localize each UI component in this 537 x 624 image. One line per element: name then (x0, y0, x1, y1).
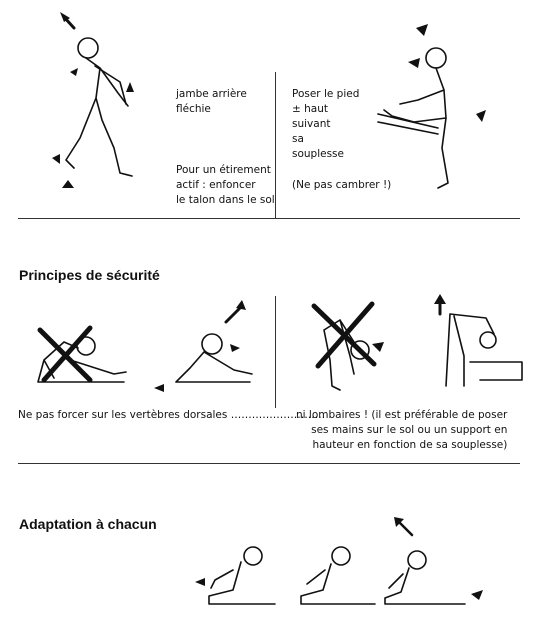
standing-bad-forward-bend-figure (310, 300, 395, 395)
adaptation-heading: Adaptation à chacun (19, 516, 157, 532)
securite-heading: Principes de sécurité (19, 267, 160, 283)
securite-caption-left: Ne pas forcer sur les vertèbres dorsales ……………………… (18, 409, 326, 421)
seated-forward-bend-variations-figure (195, 540, 485, 612)
right-text-b: (Ne pas cambrer !) (292, 179, 392, 191)
securite-caption-right: ni lombaires ! (il est préférable de poser ses mains sur le sol ou un support en hauteur en fonction de sa souplesse) (296, 409, 508, 451)
seated-good-posture-figure (150, 298, 265, 398)
vertical-divider-top (275, 72, 276, 218)
leg-raise-stretch-figure (378, 18, 498, 193)
standing-stretch-figure (40, 8, 150, 198)
left-text-b: Pour un étirement actif : enfoncer le talon dans le sol (176, 164, 275, 206)
left-text-a: jambe arrière fléchie (176, 88, 247, 115)
seated-bad-posture-figure (34, 318, 134, 398)
standing-good-forward-bend-figure (430, 290, 525, 390)
horizontal-divider-securite (18, 463, 520, 464)
vertical-divider-securite (275, 296, 276, 408)
arrow-up-left-icon (392, 515, 416, 539)
horizontal-divider-top (18, 218, 520, 219)
right-text-a: Poser le pied ± haut suivant sa souplesse (292, 88, 360, 160)
